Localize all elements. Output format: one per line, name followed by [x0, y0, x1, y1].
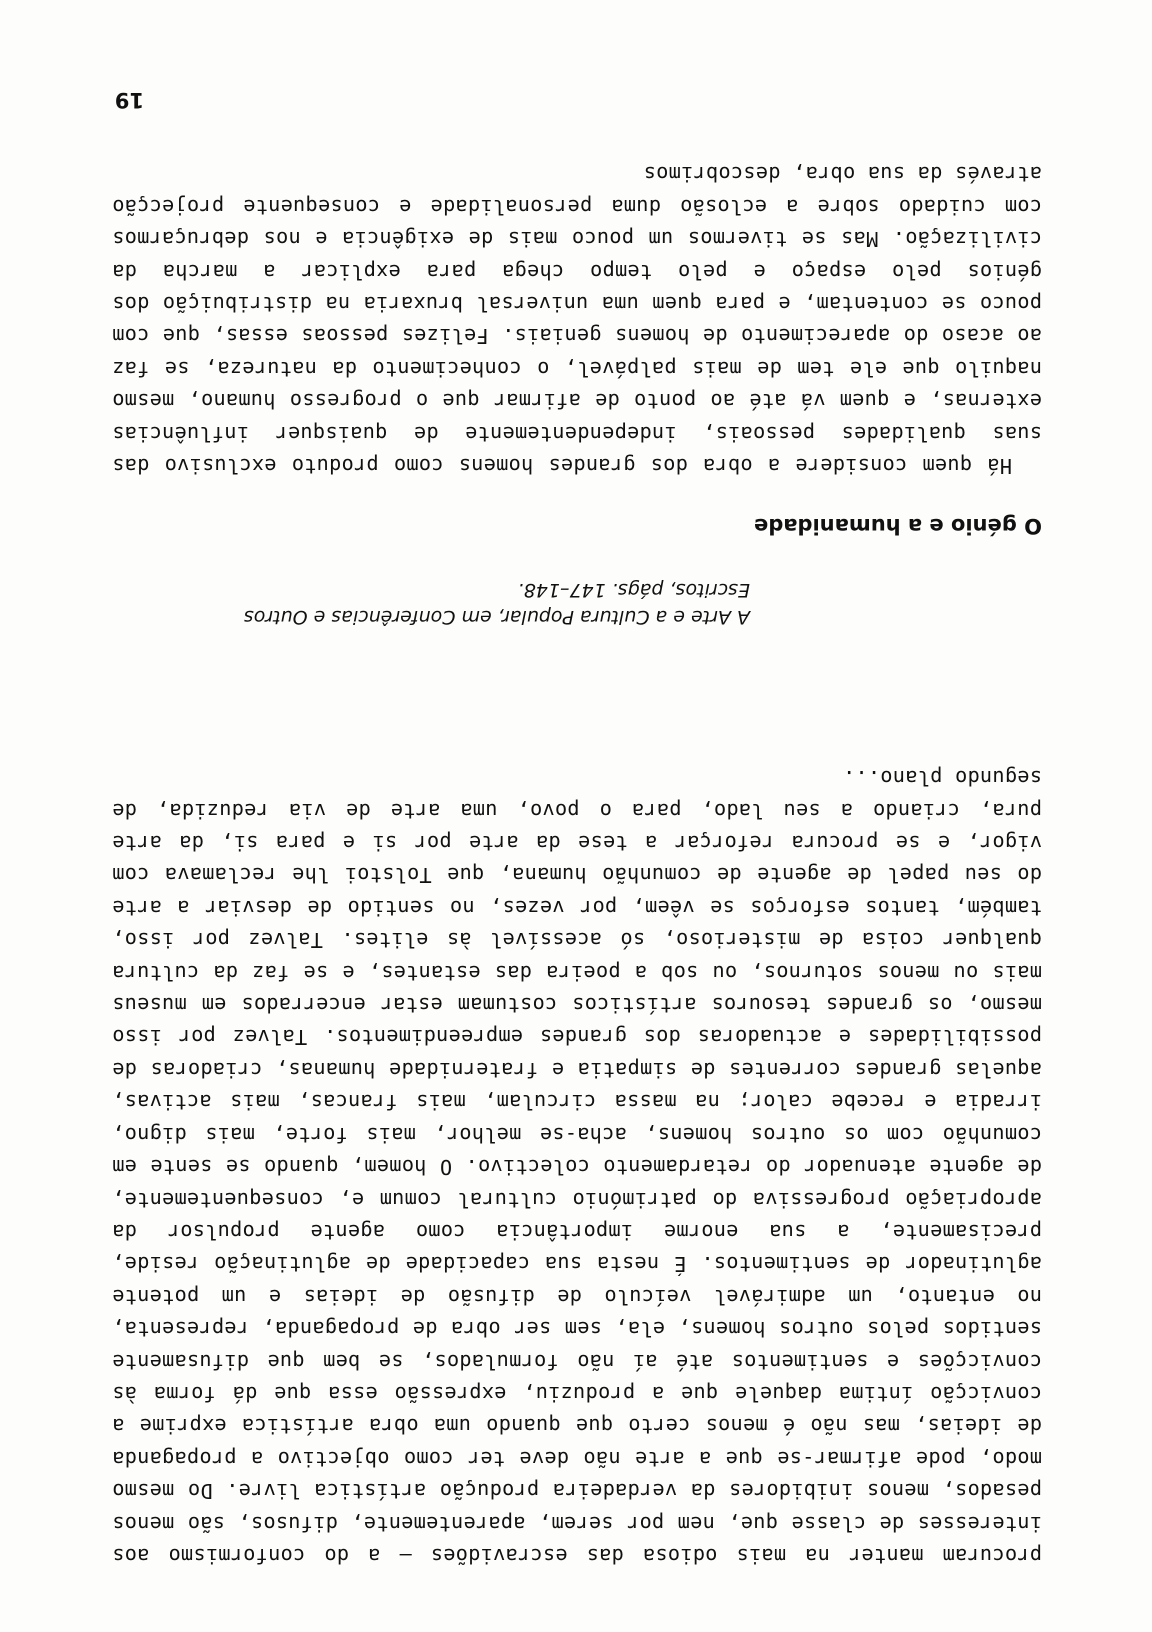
citation-line-2: Escritos, págs. 147–148. — [517, 579, 750, 601]
page-number: 19 — [114, 88, 144, 112]
citation — [130, 576, 750, 630]
citation-line-1: A Arte e a Cultura Popular, em Conferências e Outros — [243, 606, 750, 628]
paragraph-1: procuram manter na mais odiosa das escravidões — a do conformismo aos interesses de classe que, nem por serem, aparentemente, difusos, são menos pesados, menos inibidores da verdadeira produção artística livre. Do mesmo modo, pode afirmar-se que a arte não deve ter como objectivo a propaganda de ideias, mas não é menos certo que quando uma obra artística exprime a convicção íntima daquele que a produziu, expressão essa que dá forma às convicções e sentimentos até aí não formulados, se bem que difusamente sentidos pelos outros homens, ela, sem ser obra de propaganda, representa, no entanto, um admirável veículo de difusão de ideias e um potente aglutinador de sentimentos. É nesta sua capacidade de aglutinação reside, precisamente, a sua enorme importância como agente propulsor da apropriação progressiva do património cultural comum e, consequentemente, de agente atenuador do retardamento colectivo. O homem, quando se sente em comunhão com os outros homens, acha-se melhor, mais forte, mais digno, irradia e recebe calor; na massa circulam, mais francas, mais activas, aquelas grandes correntes de simpatia e fraternidade humanas, criadoras de possibilidades e actuadoras dos grandes empreendimentos. Talvez por isso mesmo, os grandes tesouros artísticos costumam estar encerrados em museus mais ou menos soturnos, ou sob a poeira das estantes, e se faz da cultura qualquer coisa de misterioso, só acessível às elites. Talvez por isso, também, tantos esforços se vêem, por vezes, no sentido de desviar a arte do seu papel de agente de comunhão humana, que Tolstoi lhe reclamava com vigor, e se procura reforçar a tese da arte por si e para si, da arte pura, criando a seu lado, para o povo, uma arte de via reduzida, de segundo plano... — [112, 766, 1042, 1568]
paragraph-2: Há quem considere a obra dos grandes homens como produto exclusivo das suas qualidades pessoais, independentemente de quaisquer influências externas, e quem vá até ao ponto de afirmar que o progresso humano, mesmo naquilo que ele tem de mais palpável, o conhecimento da natureza, se faz ao acaso do aparecimento de homens geniais. Felizes pessoas essas, que com pouco se contentam, e para quem uma universal bruxaria na distribuição dos génios pelo espaço e pelo tempo chega para explicar a marcha da civilização. Mas se tivermos um pouco mais de exigência e nos debruçarmos com cuidado sobre a eclosão duma personalidade e consequente projecção através da sua obra, descobrimos — [112, 162, 1042, 478]
body-text-block-1 — [112, 762, 1042, 1572]
body-text-block-2 — [112, 158, 1042, 482]
section-title: O génio e a humanidade — [754, 514, 1042, 538]
